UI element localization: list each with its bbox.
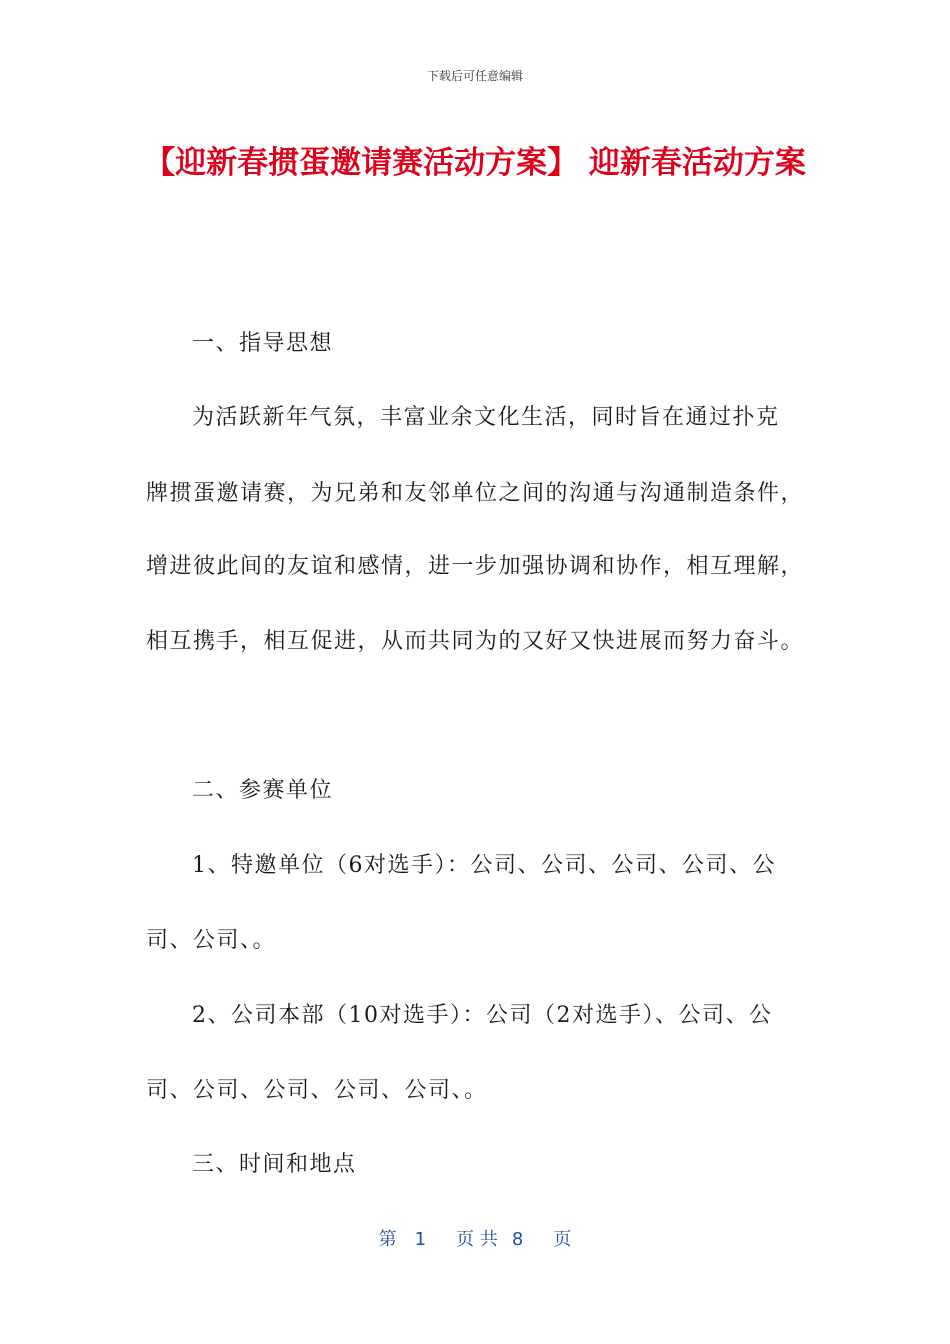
page-number: 1 (414, 1229, 427, 1250)
page-prefix: 第 (378, 1229, 397, 1250)
section-heading-2: 二、参赛单位 (192, 778, 334, 803)
section-heading-1: 一、指导思想 (192, 331, 334, 356)
list-item-line: 2、公司本部（10对选手）：公司（2对选手）、公司、公 (192, 1003, 773, 1028)
page-total: 8 (511, 1229, 524, 1250)
page-footer (0, 1225, 950, 1251)
paragraph-line: 相互携手，相互促进，从而共同为的又好又快进展而努力奋斗。 (146, 629, 805, 654)
paragraph-line: 牌掼蛋邀请赛，为兄弟和友邻单位之间的沟通与沟通制造条件， (146, 481, 805, 506)
list-item-line: 司、公司、公司、公司、公司、。 (146, 1078, 488, 1103)
list-item-line: 司、公司、。 (146, 928, 277, 953)
list-item-line: 1、特邀单位（6对选手）：公司、公司、公司、公司、公 (192, 853, 776, 878)
document-title: 【迎新春掼蛋邀请赛活动方案】 迎新春活动方案 (144, 145, 806, 181)
paragraph-line: 增进彼此间的友谊和感情，进一步加强协调和协作，相互理解， (146, 554, 805, 579)
header-note: 下载后可任意编辑 (426, 69, 523, 83)
page-suffix: 页 (553, 1229, 572, 1250)
section-heading-3: 三、时间和地点 (192, 1152, 357, 1177)
page-mid: 页 共 (456, 1229, 498, 1250)
paragraph-line: 为活跃新年气氛，丰富业余文化生活，同时旨在通过扑克 (192, 405, 780, 430)
